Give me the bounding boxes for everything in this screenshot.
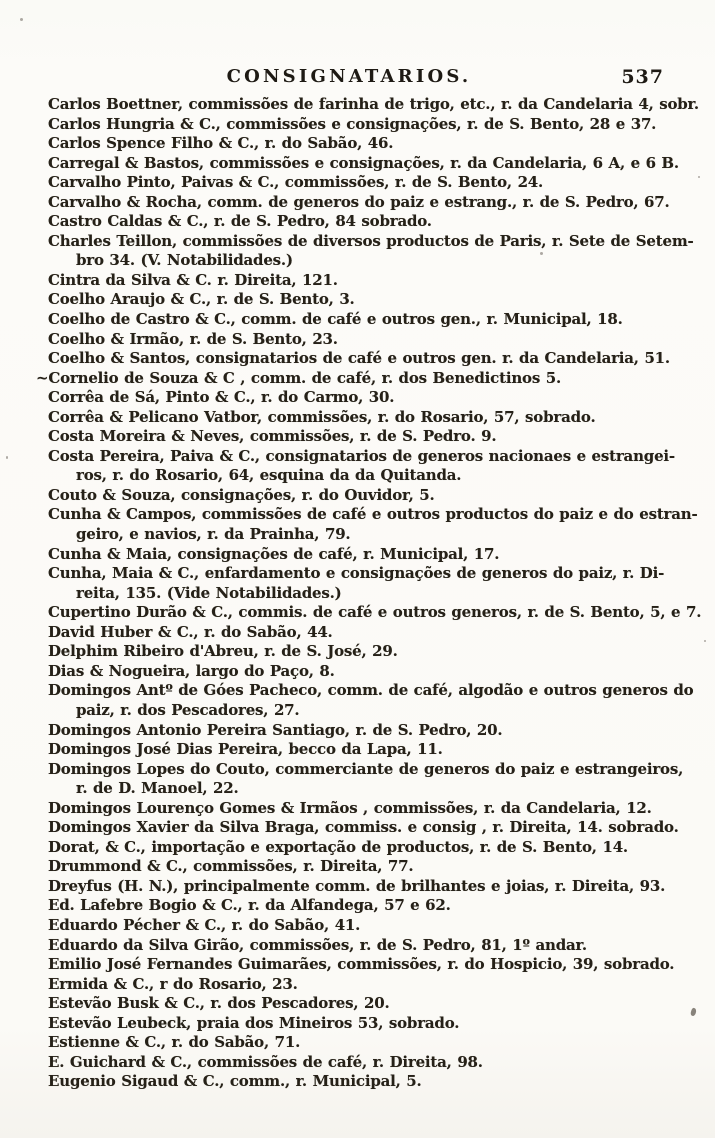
page-number: 537 — [621, 66, 664, 88]
entry-line: bro 34. (V. Notabilidades.) — [76, 251, 293, 270]
entry-list — [36, 95, 702, 1092]
scan-speckle — [20, 18, 23, 21]
entry-line: Carvalho Pinto, Paivas & C., commissões, r. de S. Bento, 24. — [48, 173, 544, 192]
entry-line: Coelho & Santos, consignatarios de café e outros gen. r. da Candelaria, 51. — [48, 349, 670, 368]
scan-speckle — [704, 640, 706, 642]
entry-line: Coelho de Castro & C., comm. de café e outros gen., r. Municipal, 18. — [48, 310, 623, 329]
entry-line: Eduardo da Silva Girão, commissões, r. de S. Pedro, 81, 1º andar. — [48, 935, 587, 954]
entry-line: Carlos Spence Filho & C., r. do Sabão, 46. — [48, 134, 394, 153]
entry-line: r. de D. Manoel, 22. — [76, 779, 239, 798]
entry-line: Domingos Xavier da Silva Braga, commiss. e consig , r. Direita, 14. sobrado. — [48, 818, 679, 837]
entry-line: Couto & Souza, consignações, r. do Ouvidor, 5. — [48, 485, 435, 504]
page-title: CONSIGNATARIOS. — [226, 66, 472, 87]
entry-line: Carlos Hungria & C., commissões e consignações, r. de S. Bento, 28 e 37. — [48, 114, 657, 133]
entry-line: Estevão Leubeck, praia dos Mineiros 53, sobrado. — [48, 1013, 460, 1032]
entry-line: E. Guichard & C., commissões de café, r. Direita, 98. — [48, 1052, 483, 1071]
entry-line: ~Cornelio de Souza & C , comm. de café, r. dos Benedictinos 5. — [36, 368, 561, 387]
entry-line: Estienne & C., r. do Sabão, 71. — [48, 1033, 301, 1052]
entry-line: paiz, r. dos Pescadores, 27. — [76, 700, 300, 719]
entry-line: reita, 135. (Vide Notabilidades.) — [76, 583, 342, 602]
entry-line: Carregal & Bastos, commissões e consignações, r. da Candelaria, 6 A, e 6 B. — [48, 153, 679, 172]
entry-line: Dorat, & C., importação e exportação de productos, r. de S. Bento, 14. — [48, 837, 628, 856]
entry-line: Cupertino Durão & C., commis. de café e outros generos, r. de S. Bento, 5, e 7. — [48, 603, 702, 622]
entry-line: Eugenio Sigaud & C., comm., r. Municipal, 5. — [48, 1072, 422, 1091]
entry-line: Carlos Boettner, commissões de farinha de trigo, etc., r. da Candelaria 4, sobr. — [48, 95, 699, 113]
entry-line: Eduardo Pécher & C., r. do Sabão, 41. — [48, 915, 361, 934]
entry-line: Dias & Nogueira, largo do Paço, 8. — [48, 661, 335, 680]
entry-line: Domingos Lourenço Gomes & Irmãos , commissões, r. da Candelaria, 12. — [48, 798, 652, 817]
entry-line: Domingos José Dias Pereira, becco da Lapa, 11. — [48, 740, 443, 759]
entry-line: Corrêa & Pelicano Vatbor, commissões, r. do Rosario, 57, sobrado. — [48, 407, 596, 426]
entry-line: Castro Caldas & C., r. de S. Pedro, 84 sobrado. — [48, 212, 432, 231]
entry-line: Domingos Lopes do Couto, commerciante de generos do paiz e estrangeiros, — [48, 759, 684, 778]
entry-line: Costa Pereira, Paiva & C., consignatarios de generos nacionaes e estrangei- — [48, 446, 675, 465]
entry-line: Cunha, Maia & C., enfardamento e consignações de generos do paiz, r. Di- — [48, 564, 665, 583]
entry-line: Cunha & Maia, consignações de café, r. Municipal, 17. — [48, 544, 500, 563]
entry-line: David Huber & C., r. do Sabão, 44. — [48, 622, 333, 641]
entry-line: ros, r. do Rosario, 64, esquina da da Quitanda. — [76, 466, 462, 485]
scan-speckle — [6, 456, 8, 459]
entry-line: Cintra da Silva & C. r. Direita, 121. — [48, 270, 338, 289]
entry-line: Drummond & C., commissões, r. Direita, 77. — [48, 857, 414, 876]
entry-line: Ermida & C., r do Rosario, 23. — [48, 974, 298, 993]
scan-speckle — [698, 176, 700, 178]
entry-line: Coelho Araujo & C., r. de S. Bento, 3. — [48, 290, 355, 309]
entry-line: Domingos Antº de Góes Pacheco, comm. de café, algodão e outros generos do — [48, 681, 694, 700]
entry-line: Charles Teillon, commissões de diversos productos de Paris, r. Sete de Setem- — [48, 231, 694, 250]
scan-speckle — [540, 252, 543, 255]
entry-line: Domingos Antonio Pereira Santiago, r. de S. Pedro, 20. — [48, 720, 503, 739]
entry-line: Cunha & Campos, commissões de café e outros productos do paiz e do estran- — [48, 505, 698, 524]
entry-line: Delphim Ribeiro d'Abreu, r. de S. José, 29. — [48, 642, 398, 661]
entry-line: geiro, e navios, r. da Prainha, 79. — [76, 525, 351, 544]
entry-line: Emilio José Fernandes Guimarães, commissões, r. do Hospicio, 39, sobrado. — [48, 955, 675, 974]
entry-line: Coelho & Irmão, r. de S. Bento, 23. — [48, 329, 338, 348]
entry-line: Corrêa de Sá, Pinto & C., r. do Carmo, 30. — [48, 388, 395, 407]
entry-line: Estevão Busk & C., r. dos Pescadores, 20. — [48, 994, 390, 1013]
entry-line: Costa Moreira & Neves, commissões, r. de S. Pedro. 9. — [48, 427, 497, 446]
entry-line: Carvalho & Rocha, comm. de generos do paiz e estrang., r. de S. Pedro, 67. — [48, 192, 670, 211]
entry-line: Ed. Lafebre Bogio & C., r. da Alfandega, 57 e 62. — [48, 896, 451, 915]
scan-speckle — [690, 1007, 697, 1016]
entry-line: Dreyfus (H. N.), principalmente comm. de brilhantes e joias, r. Direita, 93. — [48, 876, 666, 895]
page-header — [48, 66, 674, 90]
